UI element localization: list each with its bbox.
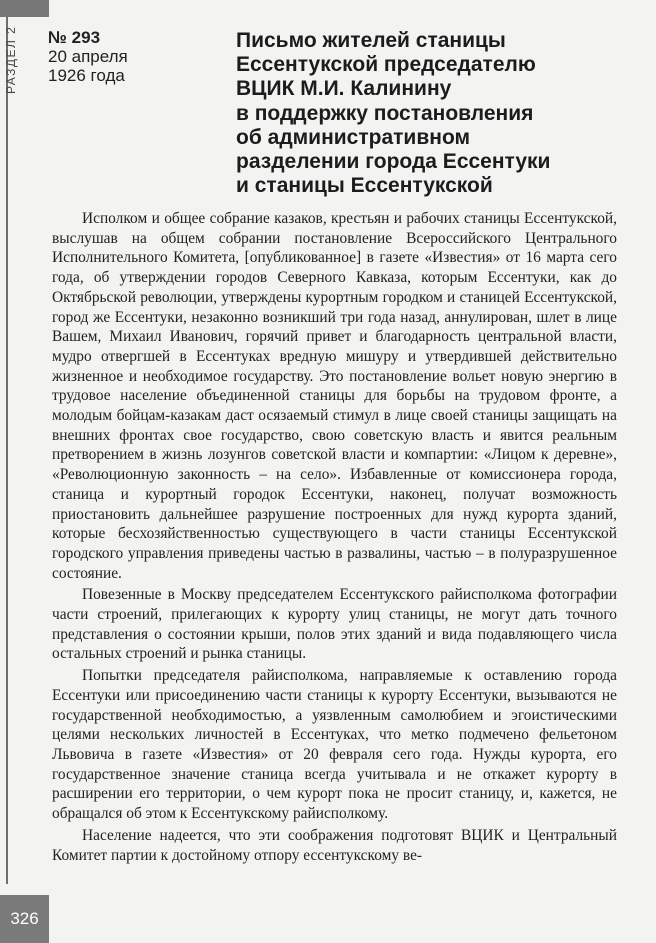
body-paragraph: Повезенные в Москву председателем Ессентукского райисполкома фотографии части строений, прилегающих к курорту улиц станицы, не могут дать точного представления о состоянии крыши, полов этих зданий и вида подавляющего числа остальных строений и рынка станицы. (52, 586, 617, 663)
section-label: РАЗДЕЛ 2 (4, 25, 18, 94)
title-line: Ессентукской председателю (236, 53, 536, 77)
document-date-day: 20 апреля (48, 47, 128, 66)
title-line: в поддержку постановления (236, 101, 534, 125)
title-line: Письмо жителей станицы (236, 29, 506, 52)
document-date-year: 1926 года (48, 66, 125, 85)
document-body (52, 209, 617, 867)
document-title (236, 29, 616, 198)
document-meta (48, 28, 128, 85)
body-paragraph: Исполком и общее собрание казаков, крестьян и рабочих станицы Ессентукской, выслушав на общем собрании постановление Всероссийского Центрального Исполнительного Комитета, [опубликованное] в газете «Известия» от 16 марта сего года, об утверждении городов Северного Кавказа, которым Ессентуки, как до Октябрьской революции, утверждены курортным городком и станицей Ессентукской, город же Ессентуки, незаконно возникший три года назад, аннулирован, шлет в лице Вашем, Михаил Иванович, горячий привет и благодарность центральной власти, мудро отвергшей в Ессентуках вредную мишуру и утвердившей действительно жизненное и необходимое государству. Это постановление вольет новую энергию в трудовое население объединенной станицы для борьбы на трудовом фронте, а молодым бойцам-казакам даст осязаемый стимул в лице своей станицы защищать на внешних фронтах свое государство, свою советскую власть и явится реальным претворением в жизнь лозунгов советской власти и компартии: «Лицом к деревне», «Революционную законность – на село». Избавленные от комиссионера города, станица и курортный городок Ессентуки, наконец, получат возможность приостановить дальнейшее разрушение построенных для нужд курорта зданий, которые бесхозяйственностью существующего в части станицы Ессентукской городского управления приведены частью в развалины, частью – в полуразрушенное состояние. (52, 210, 617, 582)
title-line: и станицы Ессентукской (236, 174, 493, 198)
title-line: разделении города Ессентуки (236, 150, 551, 174)
margin-rule (6, 17, 8, 884)
page-number: 326 (0, 895, 49, 943)
title-line: ВЦИК М.И. Калинину (236, 77, 452, 101)
body-paragraph: Попытки председателя райисполкома, направляемые к оставлению города Ессентуки или присоединению части станицы к курорту Ессентуки, вызываются не государственной необходимостью, а уязвленным самолюбием и эгоистическими целями нескольких личностей в Ессентуках, что метко подмечено фельетоном Львовича в газете «Известия» от 20 февраля сего года. Нужды курорта, его государственное значение станица всегда учитывала и не откажет курорту в расширении его территории, о чем курорт пока не просит станицу, и, кажется, не обращался об этом к Ессентукскому райисполкому. (52, 667, 617, 823)
body-paragraph: Население надеется, что эти соображения подготовят ВЦИК и Центральный Комитет партии к достойному отпору ессентукскому ве- (52, 826, 617, 864)
document-number: № 293 (48, 28, 101, 47)
title-line: об административном (236, 125, 471, 149)
top-corner-tab (0, 0, 49, 17)
